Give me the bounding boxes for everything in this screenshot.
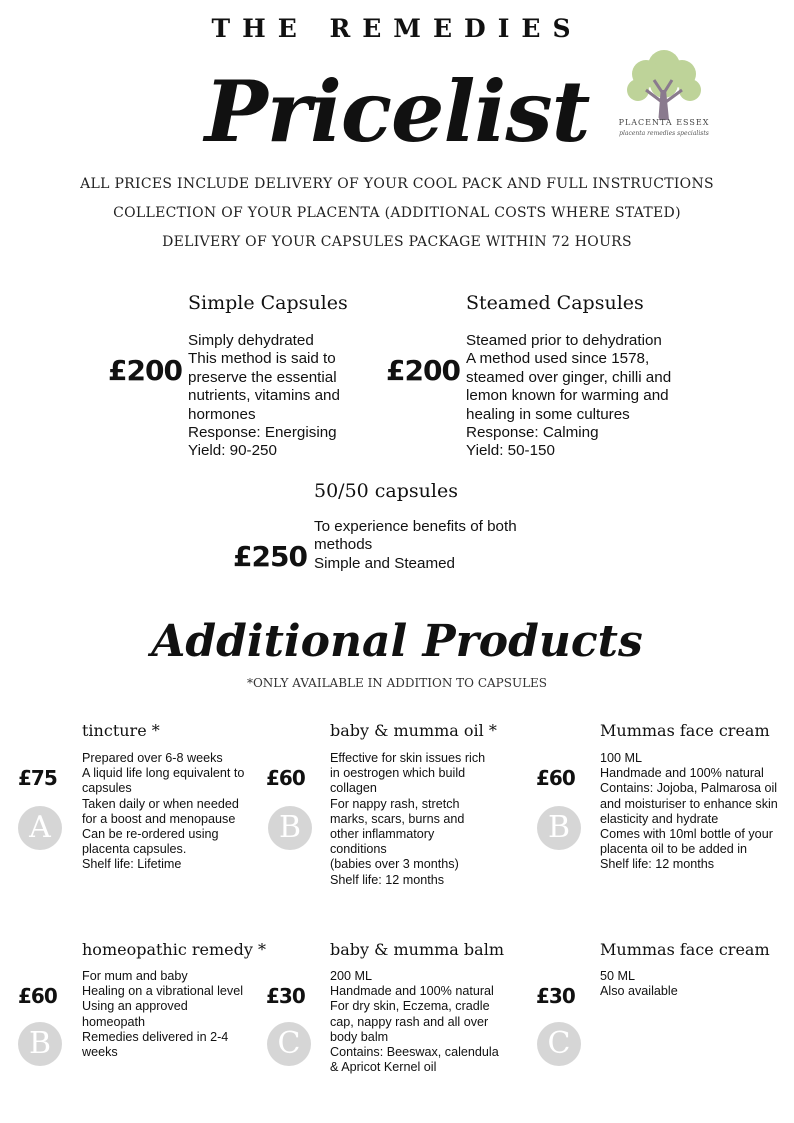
category-badge: B xyxy=(537,806,581,850)
capsule-desc-simple: Simply dehydrated This method is said to preserve the essential nutrients, vitamins and hormones Response: Energising Yield: 90-250 xyxy=(188,332,340,460)
capsule-title-simple: Simple Capsules xyxy=(188,292,348,314)
product-price: £30 xyxy=(536,984,575,1008)
category-badge: B xyxy=(18,1022,62,1066)
logo-name: PLACENTA ESSEX xyxy=(618,118,710,127)
category-badge: C xyxy=(537,1022,581,1066)
capsule-price-5050: £250 xyxy=(233,540,307,573)
product-price: £60 xyxy=(536,766,575,790)
product-title: tincture * xyxy=(82,721,160,740)
page-title: Pricelist xyxy=(204,62,590,161)
product-description: For mum and baby Healing on a vibrational level Using an approved homeopath Remedies delivered in 2-4 weeks xyxy=(82,969,244,1060)
product-description: 100 ML Handmade and 100% natural Contains: Jojoba, Palmarosa oil and moisturiser to enhance skin elasticity and hydrate Comes with 10ml bottle of your placenta oil to be added in Shelf life: 12 months xyxy=(600,751,778,872)
product-title: baby & mumma balm xyxy=(330,940,504,959)
intro-line: DELIVERY OF YOUR CAPSULES PACKAGE WITHIN 72 HOURS xyxy=(162,234,632,250)
product-title: homeopathic remedy * xyxy=(82,940,267,959)
brand-heading: THE REMEDIES xyxy=(211,14,583,43)
capsule-price-simple: £200 xyxy=(108,354,182,387)
capsule-price-steamed: £200 xyxy=(386,354,460,387)
capsule-desc-5050: To experience benefits of both methods Simple and Steamed xyxy=(314,518,517,572)
product-title: Mummas face cream xyxy=(600,940,770,959)
product-description: Effective for skin issues rich in oestrogen which build collagen For nappy rash, stretch marks, scars, burns and other inflammatory conditions (babies over 3 months) Shelf life: 12 months xyxy=(330,751,486,887)
product-price: £60 xyxy=(266,766,305,790)
category-badge: C xyxy=(267,1022,311,1066)
capsule-title-steamed: Steamed Capsules xyxy=(466,292,644,314)
capsule-desc-steamed: Steamed prior to dehydration A method used since 1578, steamed over ginger, chilli and lemon known for warming and healing in some cultures Response: Calming Yield: 50-150 xyxy=(466,332,672,460)
category-badge: A xyxy=(18,806,62,850)
product-price: £60 xyxy=(18,984,57,1008)
intro-line: COLLECTION OF YOUR PLACENTA (ADDITIONAL COSTS WHERE STATED) xyxy=(113,205,681,221)
product-price: £75 xyxy=(18,766,57,790)
product-title: baby & mumma oil * xyxy=(330,721,497,740)
category-badge: B xyxy=(268,806,312,850)
additional-products-title: Additional Products xyxy=(151,616,643,667)
product-description: 200 ML Handmade and 100% natural For dry skin, Eczema, cradle cap, nappy rash and all over body balm Contains: Beeswax, calendula & Apricot Kernel oil xyxy=(330,969,499,1075)
intro-line: ALL PRICES INCLUDE DELIVERY OF YOUR COOL PACK AND FULL INSTRUCTIONS xyxy=(80,176,714,192)
product-description: 50 ML Also available xyxy=(600,969,678,999)
additional-products-subtitle: *ONLY AVAILABLE IN ADDITION TO CAPSULES xyxy=(246,676,548,690)
product-title: Mummas face cream xyxy=(600,721,770,740)
capsule-title-5050: 50/50 capsules xyxy=(314,480,458,502)
product-price: £30 xyxy=(266,984,305,1008)
logo-tagline: placenta remedies specialists xyxy=(619,130,709,137)
product-description: Prepared over 6-8 weeks A liquid life long equivalent to capsules Taken daily or when needed for a boost and menopause Can be re-ordered using placenta capsules. Shelf life: Lifetime xyxy=(82,751,245,872)
tree-logo-icon xyxy=(616,44,712,144)
